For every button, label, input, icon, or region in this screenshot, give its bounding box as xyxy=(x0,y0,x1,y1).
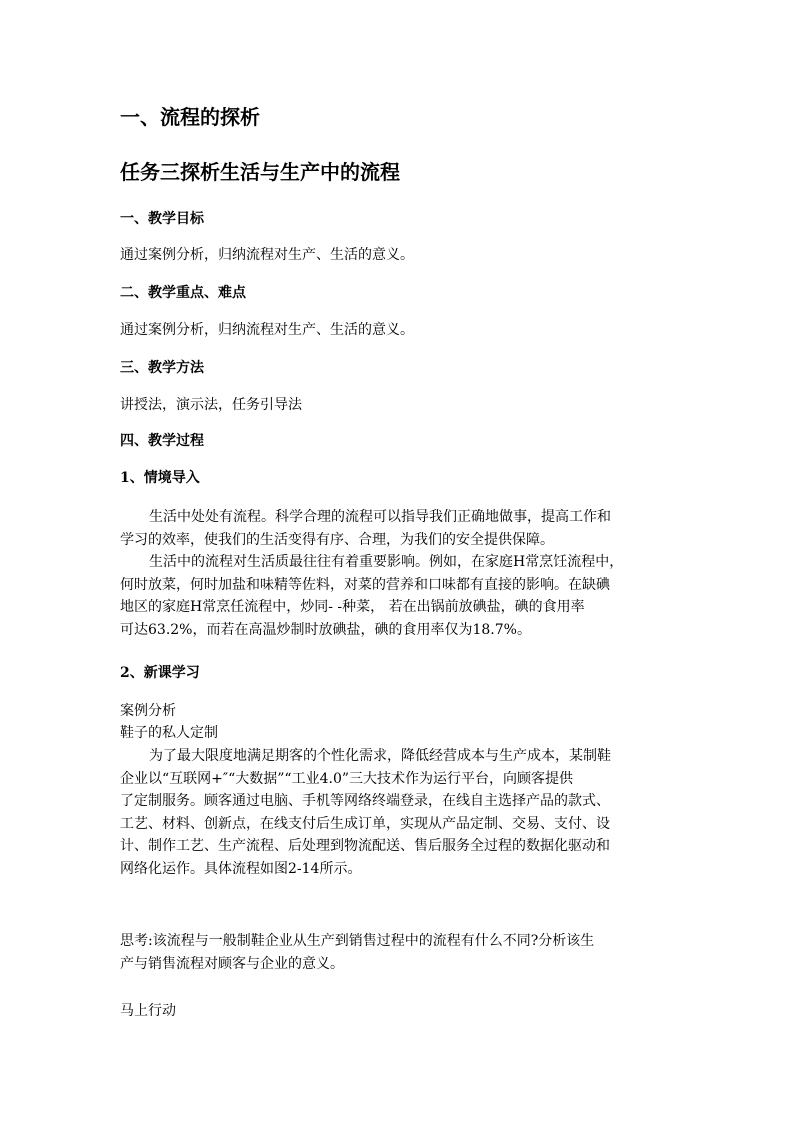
case-line: 为了最大限度地满足期客的个性化需求，降低经营成本与生产成本，某制鞋 xyxy=(149,748,611,764)
action-label: 马上行动 xyxy=(120,1003,176,1019)
intro-line: 生活中处处有流程。科学合理的流程可以指导我们正确地做事，提高工作和 xyxy=(149,509,611,525)
case-line: 企业以“互联网+″“大数据”“工业4.0”三大技术作为运行平台，向顾客提供 xyxy=(120,770,574,787)
case-title: 鞋子的私人定制 xyxy=(120,725,218,741)
case-line: 计、制作工艺、生产流程、后处理到物流配送、售后服务全过程的数据化驱动和 xyxy=(120,838,610,854)
main-heading: 一、流程的探析 xyxy=(120,105,260,129)
case-line: 工艺、材料、创新点，在线支付后生成订单，实现从产品定制、交易、支付、设 xyxy=(120,815,610,832)
intro-line: 何时放菜，何时加盐和味精等佐料，对菜的营养和口味都有直接的影响。在缺碘 xyxy=(120,576,610,593)
case-line: 了定制服务。顾客通过电脑、手机等网络终端登录，在线自主选择产品的款式、 xyxy=(120,793,610,809)
case-line: 网络化运作。具体流程如图2-14所示。 xyxy=(120,860,362,877)
section-teaching-goals-text: 通过案例分析，归纳流程对生产、生活的意义。 xyxy=(120,247,414,263)
intro-line: 地区的家庭H常烹任流程中，炒同- -种菜， 若在出锅前放碘盐，碘的食用率 xyxy=(120,599,585,615)
case-label: 案例分析 xyxy=(120,703,176,719)
section-key-points-text: 通过案例分析，归纳流程对生产、生活的意义。 xyxy=(120,322,414,338)
case-paragraph xyxy=(120,745,678,880)
task-title: 任务三探析生活与生产中的流程 xyxy=(120,160,400,184)
intro-paragraph xyxy=(120,506,678,641)
think-line: 产与销售流程对顾客与企业的意义。 xyxy=(120,956,344,972)
intro-line: 生活中的流程对生活质最往往有着重要影响。例如，在家庭H常烹饪流程中， xyxy=(149,554,624,570)
subsection-intro-title: 1、情境导入 xyxy=(120,470,200,486)
section-methods-title: 三、教学方法 xyxy=(120,360,204,376)
intro-line: 学习的效率，使我们的生活变得有序、合理，为我们的安全提供保障。 xyxy=(120,531,554,548)
intro-line: 可达63.2%，而若在高温炒制时放碘盐，碘的食用率仅为18.7%。 xyxy=(120,621,531,638)
section-teaching-goals-title: 一、教学目标 xyxy=(120,211,204,227)
section-key-points-title: 二、教学重点、难点 xyxy=(120,285,246,301)
section-process-title: 四、教学过程 xyxy=(120,433,204,449)
subsection-new-lesson-title: 2、新课学习 xyxy=(120,665,200,681)
section-methods-text: 讲授法，演示法，任务引导法 xyxy=(120,397,302,413)
think-line: 思考:该流程与一般制鞋企业从生产到销售过程中的流程有什么不同?分析该生 xyxy=(120,933,595,949)
think-paragraph xyxy=(120,930,678,976)
